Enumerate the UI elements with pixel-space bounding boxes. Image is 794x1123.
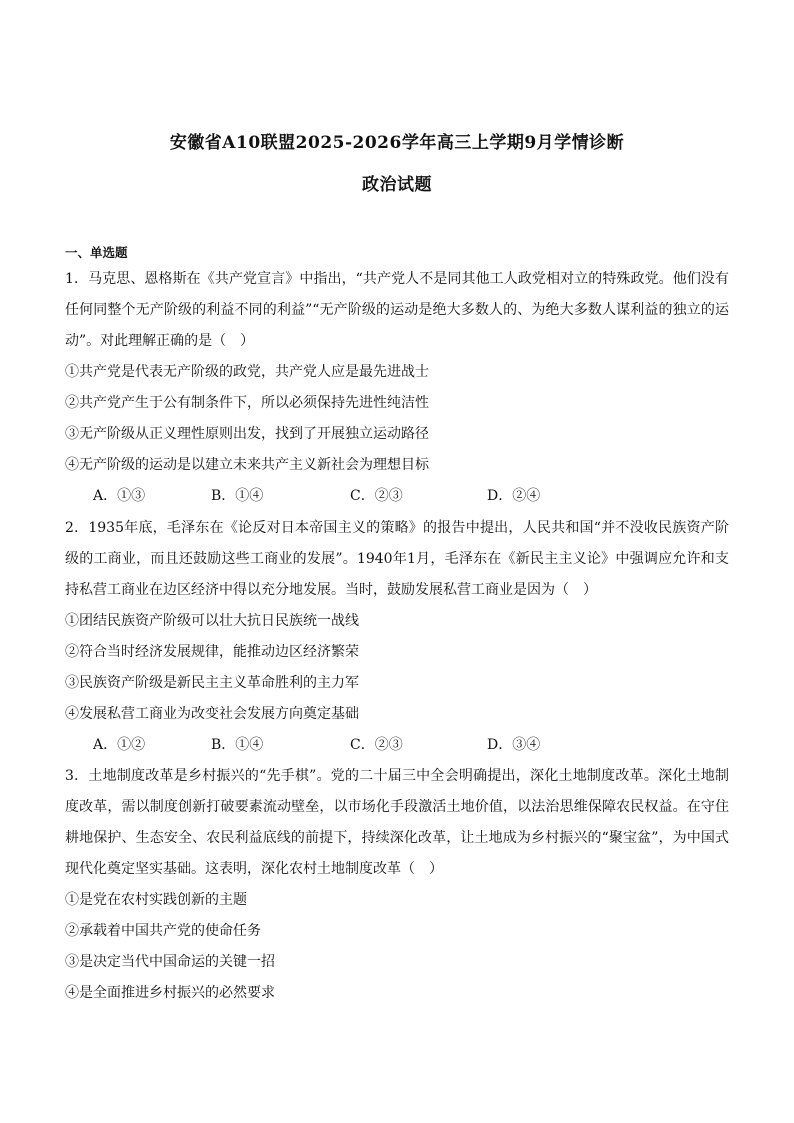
choice-a: A．①③ [93,488,146,504]
answer-choices [65,730,729,761]
statement-option: ④无产阶级的运动是以建立未来共产主义新社会为理想目标 [65,457,429,473]
statement-option: ②符合当时经济发展规律，能推动边区经济繁荣 [65,644,359,660]
choice-d: D．③④ [487,737,541,753]
statement-option: ①共产党是代表无产阶级的政党，共产党人应是最先进战士 [65,364,429,380]
statement-option: ③民族资产阶级是新民主主义革命胜利的主力军 [65,675,359,691]
choice-d: D．②④ [487,488,541,504]
question-3 [65,761,729,1009]
section-heading: 一、单选题 [65,245,128,260]
question-2 [65,513,729,761]
choice-b: B．①④ [211,488,264,504]
statement-option: ④是全面推进乡村振兴的必然要求 [65,985,275,1001]
statement-option: ②承载着中国共产党的使命任务 [65,923,261,939]
question-stem: 3．土地制度改革是乡村振兴的“先手棋”。党的二十届三中全会明确提出，深化土地制度改革。深化土地制度改革，需以制度创新打破要素流动壁垒，以市场化手段激活土地价值，以法治思维保障农民权益。在守住耕地保护、生态安全、农民利益底线的前提下，持续深化改革，让土地成为乡村振兴的“聚宝盆”，为中国式现代化奠定坚实基础。这表明，深化农村土地制度改革（ ） [65,768,729,877]
question-stem: 1．马克思、恩格斯在《共产党宣言》中指出，“共产党人不是同其他工人政党相对立的特殊政党。他们没有任何同整个无产阶级的利益不同的利益”“无产阶级的运动是绝大多数人的、为绝大多数人谋利益的独立的运动”。对此理解正确的是（ ） [65,271,729,349]
choice-c: C．②③ [350,737,403,753]
statement-option: ④发展私营工商业为改变社会发展方向奠定基础 [65,706,359,722]
statement-option: ②共产党产生于公有制条件下，所以必须保持先进性纯洁性 [65,395,429,411]
choice-c: C．②③ [350,488,403,504]
choice-a: A．①② [93,737,146,753]
choice-b: B．①④ [211,737,264,753]
exam-title: 安徽省A10联盟2025-2026学年高三上学期9月学情诊断 [169,133,625,153]
statement-option: ①是党在农村实践创新的主题 [65,892,247,908]
statement-option: ①团结民族资产阶级可以壮大抗日民族统一战线 [65,613,359,629]
question-1 [65,264,729,512]
exam-subject-title: 政治试题 [362,175,432,195]
answer-choices [65,481,729,512]
statement-option: ③无产阶级从正义理性原则出发，找到了开展独立运动路径 [65,426,429,442]
question-stem: 2．1935年底，毛泽东在《论反对日本帝国主义的策略》的报告中提出，人民共和国“并不没收民族资产阶级的工商业，而且还鼓励这些工商业的发展”。1940年1月，毛泽东在《新民主主义论》中强调应允许和支持私营工商业在边区经济中得以充分地发展。当时，鼓励发展私营工商业是因为（ ） [65,520,729,598]
statement-option: ③是决定当代中国命运的关键一招 [65,954,275,970]
